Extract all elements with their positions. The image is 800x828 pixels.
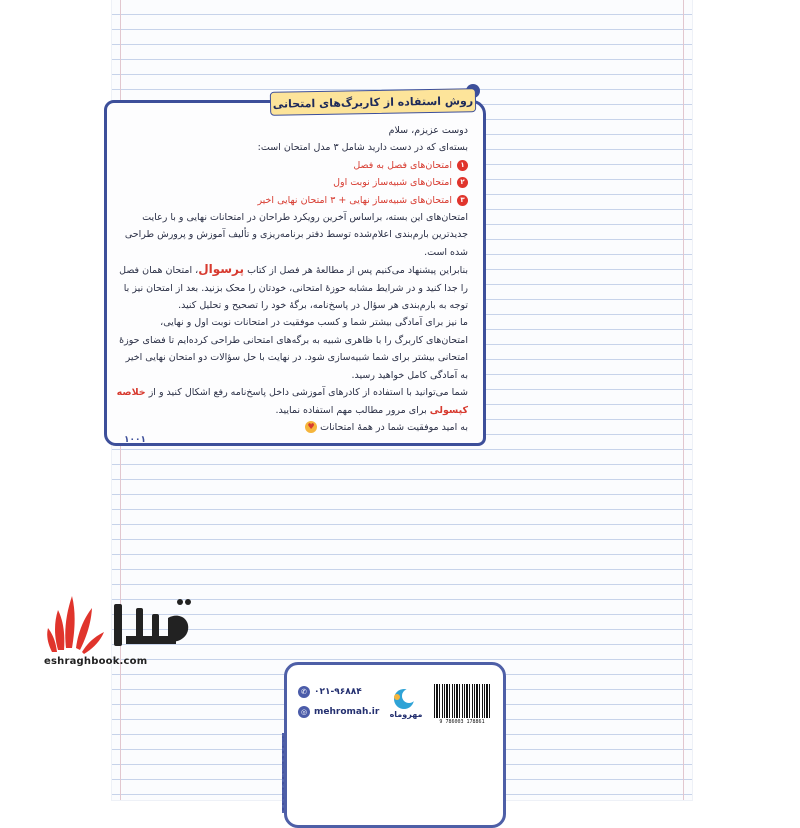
number-badge: ۱ <box>457 160 468 171</box>
brand-name: پرسوال <box>198 262 245 277</box>
globe-icon: ◎ <box>298 706 310 718</box>
paragraph-4 <box>116 384 468 419</box>
publisher-name: مهروماه <box>389 710 423 719</box>
paragraph-2-start: بنابراین پیشنهاد می‌کنیم پس از مطالعهٔ هر فصل از کتاب <box>247 265 468 277</box>
margin-line-right <box>683 0 684 800</box>
exam-type-label: امتحان‌های شبیه‌ساز نهایی + ۳ امتحان نهایی اخیر <box>257 194 452 206</box>
phone-number: ۰۲۱-۹۶۸۸۴ <box>314 687 362 697</box>
list-item <box>116 157 468 174</box>
smile-heart-icon: ♥ <box>305 421 317 433</box>
capsule-summary-highlight: خلاصه کپسولی <box>116 387 468 416</box>
exam-type-label: امتحان‌های شبیه‌ساز نوبت اول <box>333 177 452 189</box>
instructions-content <box>116 122 468 436</box>
page-number: ۱۰۰۱ <box>124 435 146 445</box>
phone-icon: ✆ <box>298 686 310 698</box>
isbn-barcode <box>432 682 492 728</box>
paragraph-2-end: ، امتحان همان فصل را جدا کنید و در شرایط مشابه حوزهٔ امتحانی، خودتان را محک بزنید. بعد از امتحان نیز با توجه به بارم‌بندی هر سؤال در پاسخ‌نامه، برگهٔ خود را تصحیح و تحلیل کنید. <box>119 265 468 312</box>
eshragh-logo <box>44 578 204 668</box>
exam-type-label: امتحان‌های فصل به فصل <box>353 159 452 171</box>
list-item <box>116 174 468 191</box>
number-badge: ۲ <box>457 177 468 188</box>
summary: بسته‌ای که در دست دارید شامل ۳ مدل امتحان است: <box>257 142 468 154</box>
paragraph-1: امتحان‌های این بسته، براساس آخرین رویکرد طراحان در امتحانات نهایی و با رعایت جدیدترین بارم‌بندی اعلام‌شده توسط دفتر برنامه‌ریزی و تألیف آموزش و پرورش طراحی شده است. <box>124 212 468 258</box>
header-title: روش استفاده از کاربرگ‌های امتحانی <box>272 93 474 111</box>
barcode-number: 9 786003 178861 <box>439 719 485 725</box>
website-url: mehromah.ir <box>314 707 380 717</box>
closing-text: به امید موفقیت شما در همهٔ امتحانات <box>320 421 468 433</box>
paragraph-3: ما نیز برای آمادگی بیشتر شما و کسب موفقیت در امتحانات نوبت اول و نهایی، امتحان‌های کاربرگ را با ظاهری شبیه به برگه‌های امتحانی طراحی کرده‌ایم تا فضای حوزهٔ امتحانی بیشتر برای شما شبیه‌سازی شود. در نهایت با حل سؤالات دو امتحان نهایی اخیر به آمادگی کامل خواهید رسید. <box>119 317 468 381</box>
phone-contact <box>298 686 362 698</box>
header-tab <box>270 88 476 116</box>
paragraph-4-start: شما می‌توانید با استفاده از کادرهای آموزشی داخل پاسخ‌نامه رفع اشکال کنید و از <box>148 387 468 399</box>
publisher-logo-icon <box>384 685 424 725</box>
closing-line <box>116 419 468 436</box>
paragraph-4-end: برای مرور مطالب مهم استفاده نمایید. <box>275 404 427 416</box>
list-item <box>116 192 468 209</box>
greeting: دوست عزیزم، سلام <box>388 125 468 136</box>
website-contact <box>298 706 379 718</box>
barcode-bars <box>434 684 490 718</box>
paragraph-2 <box>116 261 468 314</box>
watermark-site: eshraghbook.com <box>44 656 148 667</box>
number-badge: ۳ <box>457 195 468 206</box>
